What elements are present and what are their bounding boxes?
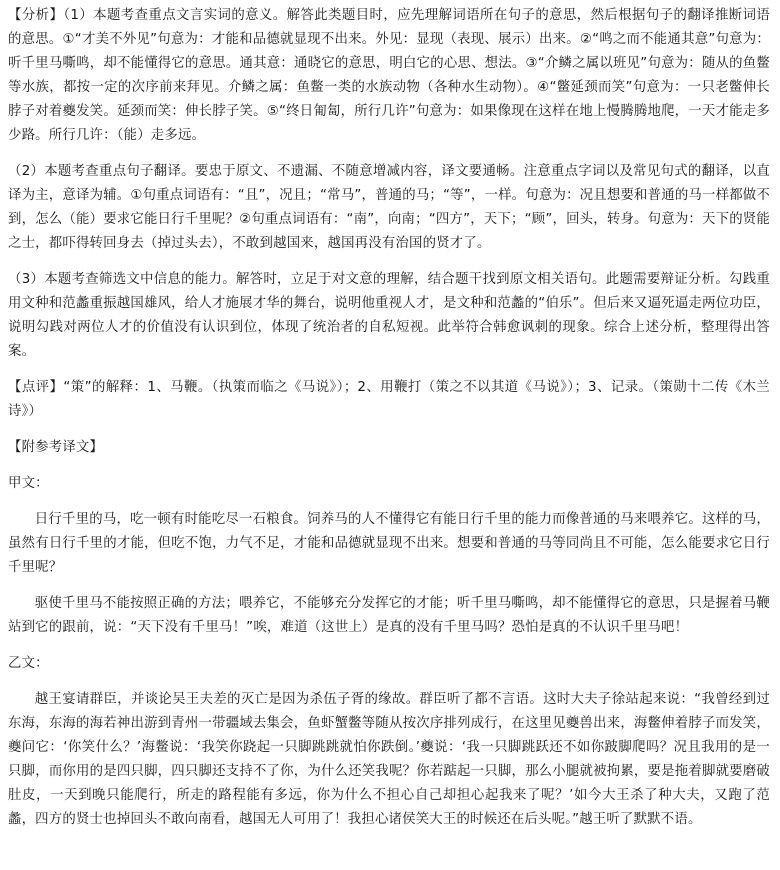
analysis-part-3: （3）本题考查筛选文中信息的能力。解答时，立足于对文意的理解，结合题干找到原文相关语句。此题需要辩证分析。勾践重用文种和范蠡重振越国雄风，给人才施展才华的舞台，说明他重视人才，是文种和范蠡的“伯乐”。但后来又逼死逼走两位功臣，说明勾践对两位人才的价值没有认识到位，体现了统治者的自私短视。此举符合韩愈讽刺的现象。综合上述分析，整理得出答案。 bbox=[8, 272, 770, 359]
jia-label: 甲文： bbox=[8, 476, 49, 491]
comment-section: 【点评】“策”的解释：1、马鞭。（执策而临之《马说》）；2、用鞭打（策之不以其道《马说》）；3、记录。（策勋十二传《木兰诗》） bbox=[8, 380, 770, 419]
jia-paragraph-1: 日行千里的马，吃一顿有时能吃尽一石粮食。饲养马的人不懂得它有能日行千里的能力而像普通的马来喂养它。这样的马，虽然有日行千里的才能，但吃不饱，力气不足，才能和品德就显现不出来。想要和普通的马等同尚且不可能，怎么能要求它日行千里呢？ bbox=[8, 512, 770, 575]
analysis-part-1: 【分析】（1）本题考查重点文言实词的意义。解答此类题目时，应先理解词语所在句子的意思，然后根据句子的翻译推断词语的意思。①“才美不外见”句意为：才能和品德就显现不出来。外见：显现（表现、展示）出来。②“鸣之而不能通其意”句意为：听千里马嘶鸣，却不能懂得它的意思。通其意：通晓它的意思，明白它的心思、想法。③“介鳞之属以班见”句意为：随从的鱼鳖等水族，都按一定的次序前来拜见。介鳞之属：鱼鳖一类的水族动物（各种水生动物）。④“鳖延颈而笑”句意为：一只老鳖伸长脖子对着夔发笑。延颈而笑：伸长脖子笑。⑤“终日匍匐，所行几许”句意为：如果像现在这样在地上慢腾腾地爬，一天才能走多少路。所行几许：（能）走多远。 bbox=[8, 8, 770, 143]
jia-paragraph-2: 驱使千里马不能按照正确的方法；喂养它，不能够充分发挥它的才能；听千里马嘶鸣，却不能懂得它的意思，只是握着马鞭站到它的跟前，说：“天下没有千里马！”唉，难道（这世上）是真的没有千里马吗？恐怕是真的不认识千里马吧！ bbox=[8, 596, 770, 635]
analysis-part-2: （2）本题考查重点句子翻译。要忠于原文、不遗漏、不随意增减内容，译文要通畅。注意重点字词以及常见句式的翻译，以直译为主，意译为辅。①句重点词语有：“且”，况且；“常马”，普通的马；“等”，一样。句意为：况且想要和普通的马一样都做不到，怎么（能）要求它能日行千里呢？②句重点词语有：“南”，向南；“四方”，天下；“顾”，回头，转身。句意为：天下的贤能之士，都吓得转回身去（掉过头去），不敢到越国来，越国再没有治国的贤才了。 bbox=[8, 164, 770, 251]
yi-paragraph-1: 越王宴请群臣，并谈论吴王夫差的灭亡是因为杀伍子胥的缘故。群臣听了都不言语。这时大夫子徐站起来说：“我曾经到过东海，东海的海若神出游到青州一带疆域去集会，鱼虾蟹鳖等随从按次序排列成行，在这里见夔兽出来，海鳖伸着脖子而发笑，夔问它：‘你笑什么？’海鳖说：‘我笑你跷起一只脚跳跳就怕你跌倒。’夔说：‘我一只脚跳跃还不如你跛脚爬吗？况且我用的是一只脚，而你用的是四只脚，四只脚还支持不了你，为什么还笑我呢？你若踮起一只脚，那么小腿就被拘累，要是拖着脚就要磨破肚皮，一天到晚只能爬行，所走的路程能有多远，你为什么不担心自己却担心起我来了呢？’如今大王杀了种大夫，又跑了范蠡，四方的贤士也掉回头不敢向南看，越国无人可用了！我担心诸侯笑大王的时候还在后头呢。”越王听了默默不语。 bbox=[8, 692, 770, 827]
yi-label: 乙文： bbox=[8, 656, 49, 671]
translation-heading: 【附参考译文】 bbox=[8, 440, 104, 455]
